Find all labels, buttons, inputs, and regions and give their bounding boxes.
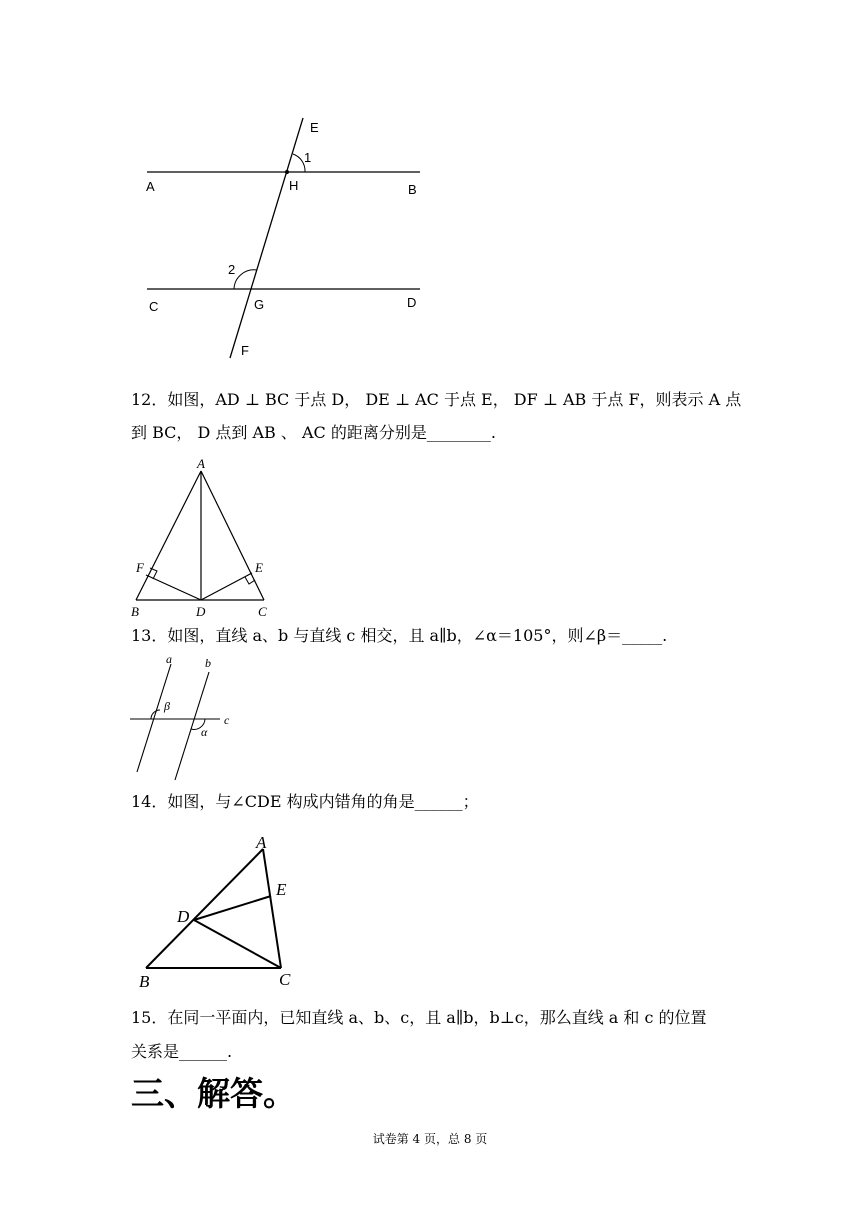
question-12-line-2: 到 BC， D 点到 AB 、 AC 的距离分别是________. — [131, 423, 496, 442]
label-c: C — [279, 970, 291, 989]
label-2: 2 — [228, 262, 236, 277]
label-f: F — [241, 343, 249, 358]
label-a: A — [256, 833, 267, 852]
side-ac — [263, 849, 281, 968]
label-1: 1 — [304, 150, 312, 165]
question-12-line-1: 12．如图，AD ⊥ BC 于点 D， DE ⊥ AC 于点 E， DF ⊥ AB 于点 F，则表示 A 点 — [131, 390, 742, 409]
line-ef — [230, 118, 303, 358]
question-15-line-2: 关系是______. — [131, 1042, 233, 1061]
label-b: b — [205, 656, 211, 670]
label-d: D — [196, 604, 206, 619]
question-14: 14．如图，与∠CDE 构成内错角的角是______； — [131, 792, 479, 811]
label-b: B — [408, 182, 417, 197]
label-c: C — [149, 299, 159, 314]
label-b: B — [131, 604, 139, 619]
label-b: B — [139, 972, 150, 991]
segment-df — [146, 575, 201, 600]
figure-triangle-perpendiculars — [128, 455, 278, 620]
segment-de — [201, 573, 252, 600]
label-d: D — [177, 907, 190, 926]
label-e: E — [310, 120, 319, 135]
page-footer: 试卷第 4 页，总 8 页 — [372, 1132, 488, 1146]
question-15-line-1: 15．在同一平面内，已知直线 a、b、c，且 a∥b，b⊥c，那么直线 a 和 c 的位置 — [131, 1008, 707, 1027]
label-beta: β — [164, 699, 170, 713]
line-a — [137, 664, 171, 772]
side-ab — [146, 849, 263, 968]
label-d: D — [407, 295, 417, 310]
question-13: 13．如图，直线 a、b 与直线 c 相交，且 a∥b，∠α＝105°，则∠β＝_____. — [131, 626, 668, 645]
figure-parallel-lines-abc — [125, 650, 245, 785]
section-title: 三、解答。 — [131, 1074, 296, 1113]
figure-parallel-transversal — [130, 110, 440, 365]
label-c: c — [224, 713, 230, 727]
label-a: A — [146, 179, 155, 194]
label-f: F — [136, 560, 144, 575]
label-alpha: α — [201, 725, 208, 739]
label-h: H — [289, 178, 299, 193]
label-a: A — [197, 456, 205, 471]
label-c: C — [258, 604, 267, 619]
label-a: a — [166, 652, 172, 666]
label-e: E — [255, 560, 263, 575]
figure-triangle-cde — [135, 828, 305, 993]
label-g: G — [254, 297, 265, 312]
label-e: E — [276, 880, 287, 899]
segment-dc — [194, 920, 281, 968]
point-h — [285, 170, 289, 174]
side-ab — [136, 471, 201, 600]
